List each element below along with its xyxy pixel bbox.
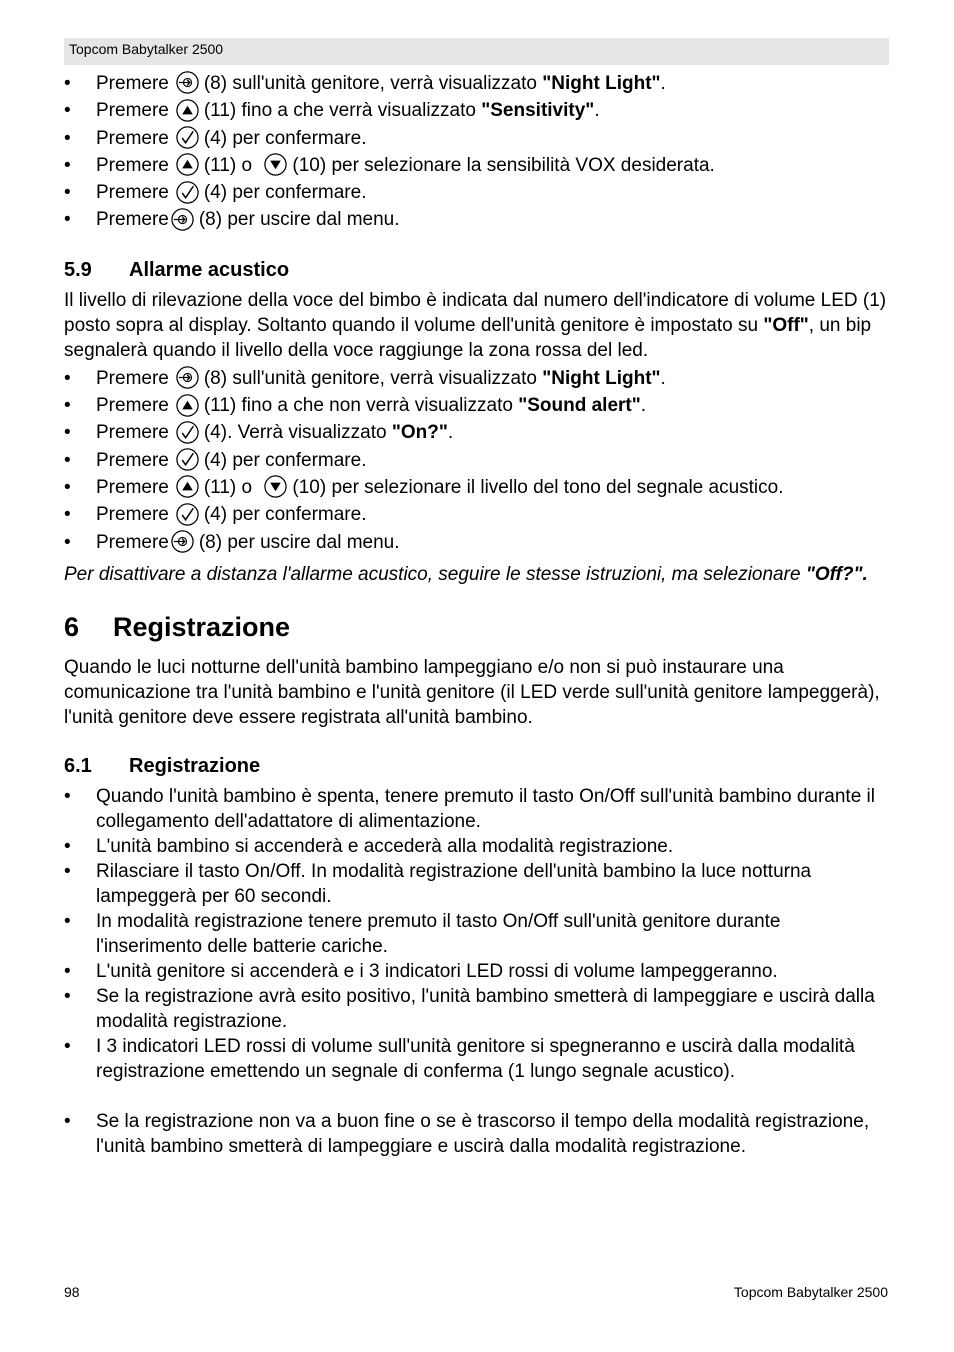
list-item: • Premere (4) per confermare. <box>64 179 889 206</box>
menu-icon <box>175 70 200 95</box>
list-item: • Premere (11) fino a che non verrà visualizzato "Sound alert". <box>64 392 889 419</box>
page-number: 98 <box>64 1284 80 1300</box>
down-arrow-icon <box>263 474 288 499</box>
section-heading-6-1: 6.1 Registrazione <box>64 754 261 777</box>
list-item: • Premere (8) sull'unità genitore, verrà visualizzato "Night Light". <box>64 365 889 392</box>
section-heading-5-9: 5.9 Allarme acustico <box>64 258 290 281</box>
list-item: • Quando l'unità bambino è spenta, tenere premuto il tasto On/Off sull'unità bambino durante il collegamento dell'adattatore di alimentazione. <box>64 785 875 832</box>
registration-list <box>64 784 889 1159</box>
up-arrow-icon <box>175 474 200 499</box>
list-item: • Premere (8) per uscire dal menu. <box>64 206 889 233</box>
section-5-9-intro: Il livello di rilevazione della voce del bimbo è indicata dal numero dell'indicatore di volume LED (1) posto sopra al display. Soltanto quando il volume dell'unità genitore è impostato su "Off", un bip segnalerà quando il livello della voce raggiunge la zona rossa del led. <box>64 289 887 361</box>
up-arrow-icon <box>175 98 200 123</box>
checkmark-icon <box>175 447 200 472</box>
footer-title: Topcom Babytalker 2500 <box>733 1284 888 1300</box>
up-arrow-icon <box>175 393 200 418</box>
checkmark-icon <box>175 502 200 527</box>
list-item: • Premere (4) per confermare. <box>64 125 889 152</box>
down-arrow-icon <box>263 152 288 177</box>
list-item: • In modalità registrazione tenere premuto il tasto On/Off sull'unità genitore durante l'inserimento delle batterie cariche. <box>64 910 781 957</box>
checkmark-icon <box>175 125 200 150</box>
menu-icon <box>170 529 195 554</box>
list-item: • Se la registrazione avrà esito positivo, l'unità bambino smetterà di lampeggiare e uscirà dalla modalità registrazione. <box>64 985 875 1032</box>
list-item: • Rilasciare il tasto On/Off. In modalità registrazione dell'unità bambino la luce notturna lampeggerà per 60 secondi. <box>64 860 812 907</box>
section-5-9-note: Per disattivare a distanza l'allarme acustico, seguire le stesse istruzioni, ma selezionare "Off?". <box>64 563 868 585</box>
menu-icon <box>175 365 200 390</box>
page-header <box>64 38 889 65</box>
list-item: • L'unità genitore si accenderà e i 3 indicatori LED rossi di volume lampeggeranno. <box>64 960 778 982</box>
list-item: • Premere (11) fino a che verrà visualizzato "Sensitivity". <box>64 97 889 124</box>
list-item: • Premere (4). Verrà visualizzato "On?". <box>64 419 889 446</box>
list-item: • Premere (4) per confermare. <box>64 447 889 474</box>
menu-icon <box>170 207 195 232</box>
checkmark-icon <box>175 180 200 205</box>
checkmark-icon <box>175 420 200 445</box>
list-item: • Premere (4) per confermare. <box>64 501 889 528</box>
list-item: • Se la registrazione non va a buon fine o se è trascorso il tempo della modalità registrazione, l'unità bambino smetterà di lampeggiare e uscirà dalla modalità registrazione. <box>64 1110 870 1157</box>
header-title: Topcom Babytalker 2500 <box>69 41 224 57</box>
up-arrow-icon <box>175 152 200 177</box>
list-item: • Premere (8) per uscire dal menu. <box>64 529 889 556</box>
list-item: • Premere (11) o (10) per selezionare il livello del tono del segnale acustico. <box>64 474 889 501</box>
steps-list-night-light <box>64 70 889 234</box>
steps-list-sound-alert <box>64 365 889 556</box>
list-item: • L'unità bambino si accenderà e accederà alla modalità registrazione. <box>64 835 674 857</box>
chapter-6-intro: Quando le luci notturne dell'unità bambino lampeggiano e/o non si può instaurare una comunicazione tra l'unità bambino e l'unità genitore (il LED verde sull'unità genitore lampeggerà), l'unità genitore deve essere registrata all'unità bambino. <box>64 656 880 728</box>
chapter-heading-6: 6 Registrazione <box>64 611 291 642</box>
list-item: • Premere (11) o (10) per selezionare la sensibilità VOX desiderata. <box>64 152 889 179</box>
page-content <box>64 70 889 1159</box>
list-item: • I 3 indicatori LED rossi di volume sull'unità genitore si spegneranno e uscirà dalla modalità registrazione emettendo un segnale di conferma (1 lungo segnale acustico). <box>64 1035 855 1082</box>
list-item: • Premere (8) sull'unità genitore, verrà visualizzato "Night Light". <box>64 70 889 97</box>
